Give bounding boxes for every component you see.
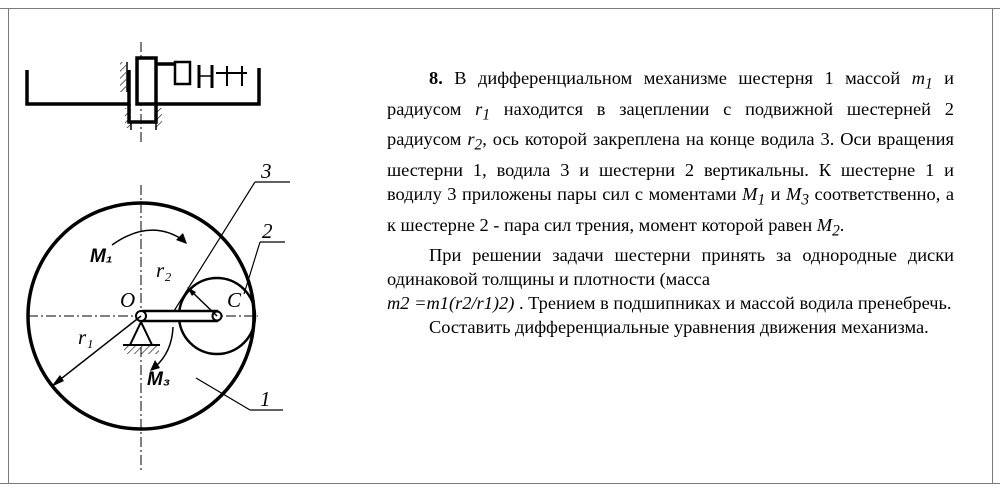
problem-number: 8. [429, 68, 443, 88]
label-2: 2 [262, 219, 273, 243]
label-3: 3 [261, 159, 272, 183]
side-section-view [27, 42, 259, 145]
label-1: 1 [260, 387, 271, 411]
label-M1: M₁ [90, 246, 113, 267]
mechanism-diagram [0, 0, 380, 492]
carrier-arm [143, 311, 217, 321]
label-C: C [227, 288, 242, 312]
label-r1: r₁ [78, 325, 94, 349]
problem-text [387, 66, 954, 339]
frame-right-line [992, 8, 993, 484]
label-M3: M₃ [147, 369, 171, 390]
paragraph-task: Составить дифференциальные уравнения движения механизма. [429, 317, 929, 338]
paragraph-statement: 8. В дифференциальном механизме шестерня 1 массой $m_1$ и радиусом $r_1$ находится в зацеплении с подвижной шестерней 2 радиусом $r_2$, ось которой закреплена на конце водила 3. Оси вращения шестерни 1, водила 3 и шестерни 2 вертикальны. К шестерне 1 и водилу 3 приложены пары сил с моментами $M_1$ и $M_3$ соответственно, а к шестерне 2 - пара сил трения, момент которой равен $M_2$. [387, 68, 954, 240]
paragraph-assumptions: При решении задачи шестерни принять за однородные диски одинаковой толщины и плотности (масса m2 =m1(r2/r1)2) . Трением в подшипниках и массой водила пренебречь. [387, 245, 954, 314]
label-O: O [120, 288, 136, 312]
mass-formula: m2 =m1(r2/r1)2) [387, 293, 515, 314]
label-r2: r₂ [156, 258, 172, 282]
plan-view [28, 182, 290, 470]
